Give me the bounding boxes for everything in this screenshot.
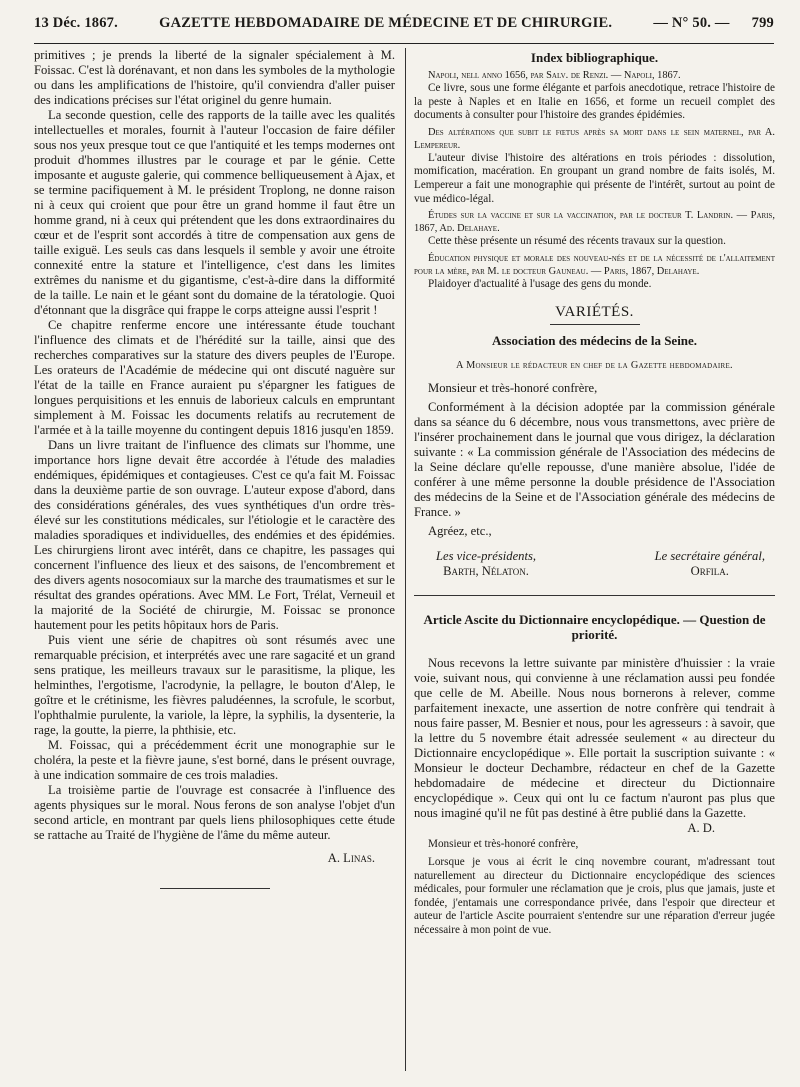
article-body: Nous recevons la lettre suivante par ministère d'huissier : la vraie voie, suivant nous, qui convienne à une réclamation aussi peu fondée que celle de M. Abeille. Nous nous bornerons à relever, comme parfaitement inexacte, une assertion de notre confrère qui tendrait à nous faire passer, M. Besnier et nous, pour les agresseurs : à savoir, que la lettre du 5 novembre était adressée seulement « au directeur du Dictionnaire encyclopédique ». Elle portait la suscription suivante : « Monsieur le docteur Dechambre, rédacteur en chef de la Gazette hebdomadaire de médecine et directeur du Dictionnaire encyclopédique ». Ceux qui ont lu ce factum n'auront pas plus que nous imaginé qu'il ne fût pas destiné à être publié dans la Gazette. — [414, 656, 775, 821]
end-rule — [160, 888, 270, 889]
sec-name: Orfila. — [690, 564, 729, 579]
paragraph: Dans un livre traitant de l'influence des climats sur l'homme, une importance hors ligne devait être accordée à l'étude des maladies endémiques, épidémiques et contagieuses. C'est ce qu'a fait M. Foissac dans la deuxième partie de son ouvrage. L'auteur expose d'abord, dans des considérations générales, des vues synthétiques d'un ordre très-élevé sur les constitutions médicales, sur l'étiologie et le caractère des maladies sporadiques et individuelles, des endémies et des épidémies. Les chirurgiens liront avec intérêt, dans ce chapitre, les passages qui concernent l'influence des lieux et des saisons, de l'encombrement et des divers agents nosocomiaux sur la marche des traumatismes et sur le résultat des grandes opérations. Avec MM. Le Fort, Trélat, Verneuil et la majorité de la Société de chirurgie, M. Foissac se prononce hautement pour les petits hôpitaux hors de Paris. — [34, 438, 395, 632]
column-divider — [405, 48, 406, 1071]
signatories — [436, 549, 765, 579]
entry-body: Plaidoyer d'actualité à l'usage des gens du monde. — [428, 277, 652, 290]
entry-head: Des altérations que subit le fœtus après sa mort dans le sein maternel, par A. Lempereur. — [414, 126, 775, 151]
issue-number: — N° 50. — — [653, 14, 730, 31]
paragraph: primitives ; je prends la liberté de la signaler spécialement à M. Foissac. C'est là dorénavant, et non dans les symboles de la mythologie ou dans les amplifications de l'histoire, qu'il conviendra d'aller puiser des indications précises sur l'état originel du genre humain. — [34, 48, 395, 107]
varietes-rule — [550, 324, 640, 325]
closing: Agréez, etc., — [428, 524, 492, 539]
left-column — [34, 48, 395, 889]
header-rule — [34, 43, 774, 44]
paragraph: Ce chapitre renferme encore une intéressante étude touchant l'influence des climats et de l'hérédité sur la taille, ainsi que des recherches comparatives sur la stature des divers peuples de l'Europe. Les orateurs de l'Académie de médecine qui ont discuté naguère sur l'état de la taille en France auraient pu s'épargner les fatigues de longues perquisitions et les ennuis de laborieux calculs en empruntant simplement à M. Foissac les documents relatifs au recrutement de l'armée et à la taille moyenne du contingent depuis 1816 jusqu'en 1859. — [34, 318, 395, 437]
sec-label: Le secrétaire général, — [654, 549, 765, 564]
journal-title: GAZETTE HEBDOMADAIRE DE MÉDECINE ET DE CHIRURGIE. — [159, 14, 613, 31]
entry-head: Éducation physique et morale des nouveau-nés et de la nécessité de l'allaitement pour la mère, par M. le docteur Gauneau. — Paris, 1867, Delahaye. — [414, 252, 775, 277]
initials: A. D. — [687, 821, 715, 836]
varietes-title: VARIÉTÉS. — [555, 304, 634, 321]
letter-text: Lorsque je vous ai écrit le cinq novembre courant, m'adressant tout naturellement au directeur du Dictionnaire encyclopédique des sciences médicales, pour formuler une réclamation que je crois, plus que jamais, juste et fondée, j'entamais une correspondance privée, dans l'espoir que directeur et auteur de l'article Ascite pourraient s'entendre sur une réparation d'erreur jugée nécessaire à mon point de vue. — [414, 855, 775, 936]
letter-body: Conformément à la décision adoptée par la commission générale dans sa séance du 6 décembre, nous vous transmettons, avec prière de l'insérer prochainement dans le journal que vous dirigez, la déclaration suivante : « La commission générale de l'Association des médecins de la Seine déclare qu'elle repousse, d'une manière absolue, l'idée de conférer à une même personne la double présidence de l'Association des médecins de la Seine et de l'Association générale des médecins de France. » — [414, 400, 775, 520]
paragraph: La seconde question, celle des rapports de la taille avec les qualités intellectuelles et morales, fournit à l'auteur l'occasion de faire défiler sous nos yeux presque tout ce que l'antiquité et les temps modernes ont produit d'hommes illustres par le courage et par le génie. Cette imposante et auguste galerie, qui commence belliqueusement à Ajax, et se termine pacifiquement à M. le président Troplong, ne donne raison ni à ceux qui croient que pour être un grand homme il faut être un homme grand, ni à ceux qui prétendent que les dons extraordinaires du cœur et de l'esprit sont accordés à titre de compensation aux gens de taille exiguë. Les seuls cas dans lesquels il semble y avoir une étroite connexité entre la stature et l'intelligence, c'est dans les limites extrêmes du nanisme et du gigantisme, c'est-à-dire dans la difformité de la taille. Le nain et le géant sont du domaine de la tératologie. Quoi d'étonnant que la disgrâce qui frappe le corps atteigne aussi l'esprit ! — [34, 108, 395, 317]
salutation: Monsieur et très-honoré confrère, — [428, 381, 598, 396]
entry-body: Cette thèse présente un résumé des récents travaux sur la question. — [428, 235, 726, 248]
paragraph: M. Foissac, qui a précédemment écrit une monographie sur le choléra, la peste et la fièvre jaune, s'est borné, dans le présent ouvrage, à une indication sommaire de ces trois maladies. — [34, 738, 395, 782]
index-entry — [414, 126, 775, 206]
entry-head: Études sur la vaccine et sur la vaccination, par le docteur T. Landrin. — Paris, 1867, Ad. Delahaye. — [414, 210, 775, 235]
index-title: Index bibliographique. — [530, 50, 659, 65]
vp-label: Les vice-présidents, — [436, 549, 537, 564]
vp-names: Barth, Nélaton. — [443, 564, 529, 579]
secretary — [655, 549, 765, 579]
header-date: 13 Déc. 1867. — [34, 14, 118, 31]
section-rule — [414, 595, 775, 596]
paragraph: La troisième partie de l'ouvrage est consacrée à l'influence des agents physiques sur le moral. Nous ferons de son analyse l'objet d'un second article, en montrant par quels liens philosophiques cette étude se rattache au Traité de l'hygiène de l'âme du même auteur. — [34, 783, 395, 842]
letter-salutation: Monsieur et très-honoré confrère, — [428, 838, 579, 851]
association-title: Association des médecins de la Seine. — [491, 333, 698, 349]
paragraph: Puis vient une série de chapitres où sont résumés avec une remarquable précision, et interprétés avec une rare sagacité et un grand sens pratique, les meilleurs travaux sur le parasitisme, la plique, les helminthes, l'ergotisme, l'acrodynie, la pellagre, le bouton d'Alep, le goître et le crétinisme, les fièvres paludéennes, la scrofule, le scorbut, l'ophthalmie purulente, la variole, la lèpre, la syphilis, la dysenterie, la rage, la goutte, la pierre, la phthisie, etc. — [34, 633, 395, 737]
right-column — [414, 48, 775, 938]
signature: A. Linas. — [327, 851, 375, 865]
entry-body: L'auteur divise l'histoire des altérations en trois périodes : dissolution, momification, macération. En groupant un grand nombre de faits isolés, M. Lempereur a fait une monographie qui présente de l'intérêt, surtout au point de vue médico-légal. — [414, 151, 775, 205]
index-entry — [414, 69, 775, 123]
addressee: A Monsieur le rédacteur en chef de la Gazette hebdomadaire. — [456, 360, 733, 372]
header-right — [653, 15, 774, 32]
article-title: Article Ascite du Dictionnaire encyclopédique. — Question de priorité. — [423, 612, 766, 643]
entry-body: Ce livre, sous une forme élégante et parfois anecdotique, retrace l'histoire de la peste à Naples et en Italie en 1656, et forme un recueil complet des documents à consulter pour l'histoire des grandes épidémies. — [414, 82, 775, 122]
page-number: 799 — [751, 14, 774, 31]
vice-presidents — [436, 549, 536, 579]
page-header — [34, 6, 774, 40]
index-entry — [414, 209, 775, 249]
entry-head: Napoli, nell anno 1656, par Salv. de Renzi. — Napoli, 1867. — [428, 70, 681, 81]
index-entry — [414, 252, 775, 292]
